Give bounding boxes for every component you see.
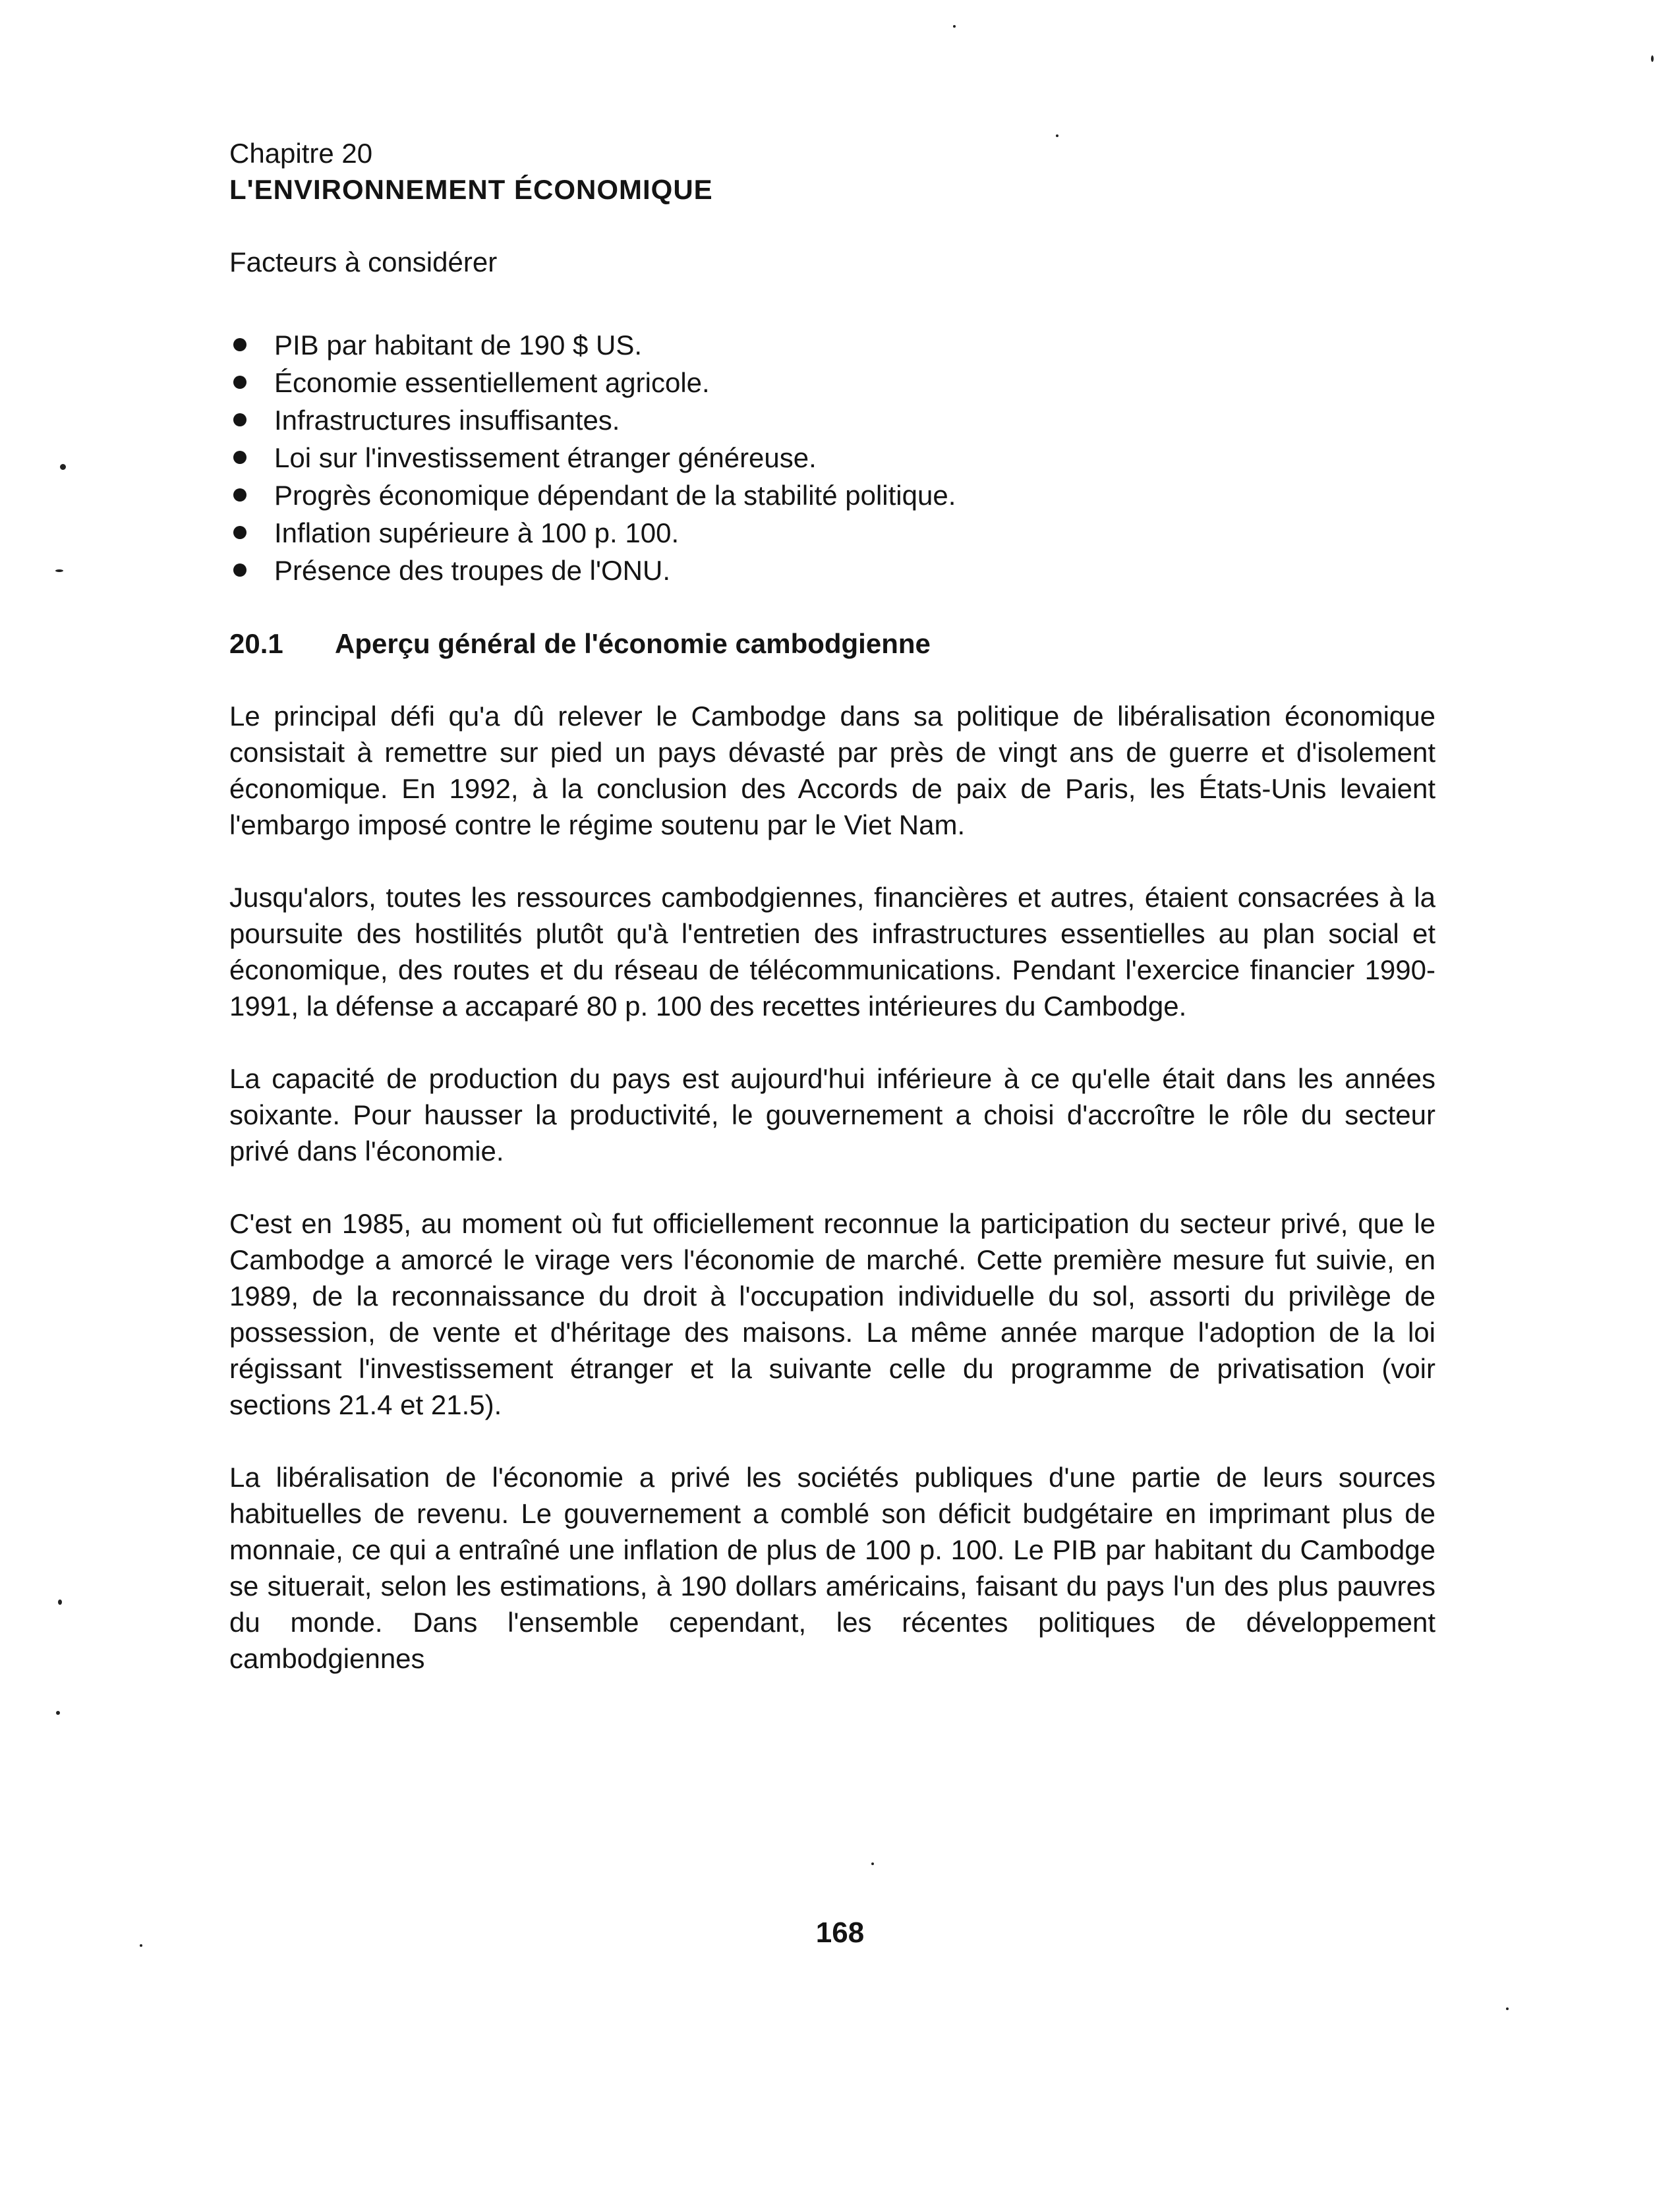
list-item [229, 552, 1435, 589]
list-item-text: Inflation supérieure à 100 p. 100. [274, 517, 680, 548]
section-heading [229, 625, 1435, 662]
list-item [229, 476, 1435, 514]
bullet-icon [233, 563, 246, 577]
paragraph: La libéralisation de l'économie a privé les sociétés publiques d'une partie de leurs sources habituelles de revenu. Le gouvernement a comblé son déficit budgétaire en imprimant plus de monnaie, ce qui a entraîné une inflation de plus de 100 p. 100. Le PIB par habitant du Cambodge se situerait, selon les estimations, à 190 dollars américains, faisant du pays l'un des plus pauvres du monde. Dans l'ensemble cependant, les récentes politiques de développement cambodgiennes [229, 1462, 1435, 1674]
scan-speck [56, 1711, 60, 1715]
list-item [229, 326, 1435, 364]
bullet-icon [233, 413, 246, 426]
list-item [229, 364, 1435, 401]
bullet-icon [233, 338, 246, 351]
bullet-icon [233, 488, 246, 502]
scan-speck [60, 464, 66, 470]
scan-speck [55, 569, 63, 572]
scan-speck [1651, 55, 1654, 62]
scan-speck [871, 1862, 874, 1865]
list-item [229, 401, 1435, 439]
chapter-title: L'ENVIRONNEMENT ÉCONOMIQUE [229, 174, 713, 205]
document-body [229, 135, 1435, 1677]
page-number: 168 [815, 1917, 865, 1949]
list-item-text: Économie essentiellement agricole. [274, 367, 710, 398]
paragraph: C'est en 1985, au moment où fut officiellement reconnue la participation du secteur privé, que le Cambodge a amorcé le virage vers l'économie de marché. Cette première mesure fut suivie, en 1989, de la reconnaissance du droit à l'occupation individuelle du sol, assorti du privilège de possession, de vente et d'héritage des maisons. La même année marque l'adoption de la loi régissant l'investissement étranger et la suivante celle du programme de privatisation (voir sections 21.4 et 21.5). [229, 1208, 1435, 1420]
bullet-icon [233, 376, 246, 389]
section-number: 20.1 [229, 628, 283, 659]
paragraph: Jusqu'alors, toutes les ressources cambodgiennes, financières et autres, étaient consacrées à la poursuite des hostilités plutôt qu'à l'entretien des infrastructures essentielles au plan social et économique, des routes et du réseau de télécommunications. Pendant l'exercice financier 1990-1991, la défense a accaparé 80 p. 100 des recettes intérieures du Cambodge. [229, 882, 1435, 1022]
scan-speck [1506, 2007, 1509, 2010]
chapter-label: Chapitre 20 [229, 138, 373, 169]
list-item-text: Progrès économique dépendant de la stabilité politique. [274, 480, 956, 511]
list-item-text: Loi sur l'investissement étranger généreuse. [274, 442, 817, 473]
list-item [229, 439, 1435, 476]
list-item-text: PIB par habitant de 190 $ US. [274, 330, 643, 361]
factors-list [229, 326, 1435, 589]
paragraph: Le principal défi qu'a dû relever le Cambodge dans sa politique de libéralisation économique consistait à remettre sur pied un pays dévasté par près de vingt ans de guerre et d'isolement économique. En 1992, à la conclusion des Accords de paix de Paris, les États-Unis levaient l'embargo imposé contre le régime soutenu par le Viet Nam. [229, 701, 1435, 840]
list-item-text: Infrastructures insuffisantes. [274, 405, 620, 436]
paragraph: La capacité de production du pays est aujourd'hui inférieure à ce qu'elle était dans les années soixante. Pour hausser la productivité, le gouvernement a choisi d'accroître le rôle du secteur privé dans l'économie. [229, 1063, 1435, 1167]
scan-speck [953, 25, 956, 28]
bullet-icon [233, 526, 246, 539]
factors-heading: Facteurs à considérer [229, 246, 498, 277]
list-item-text: Présence des troupes de l'ONU. [274, 555, 670, 586]
section-title: Aperçu général de l'économie cambodgienne [335, 628, 931, 659]
list-item [229, 514, 1435, 552]
bullet-icon [233, 451, 246, 464]
scan-speck [58, 1600, 62, 1605]
